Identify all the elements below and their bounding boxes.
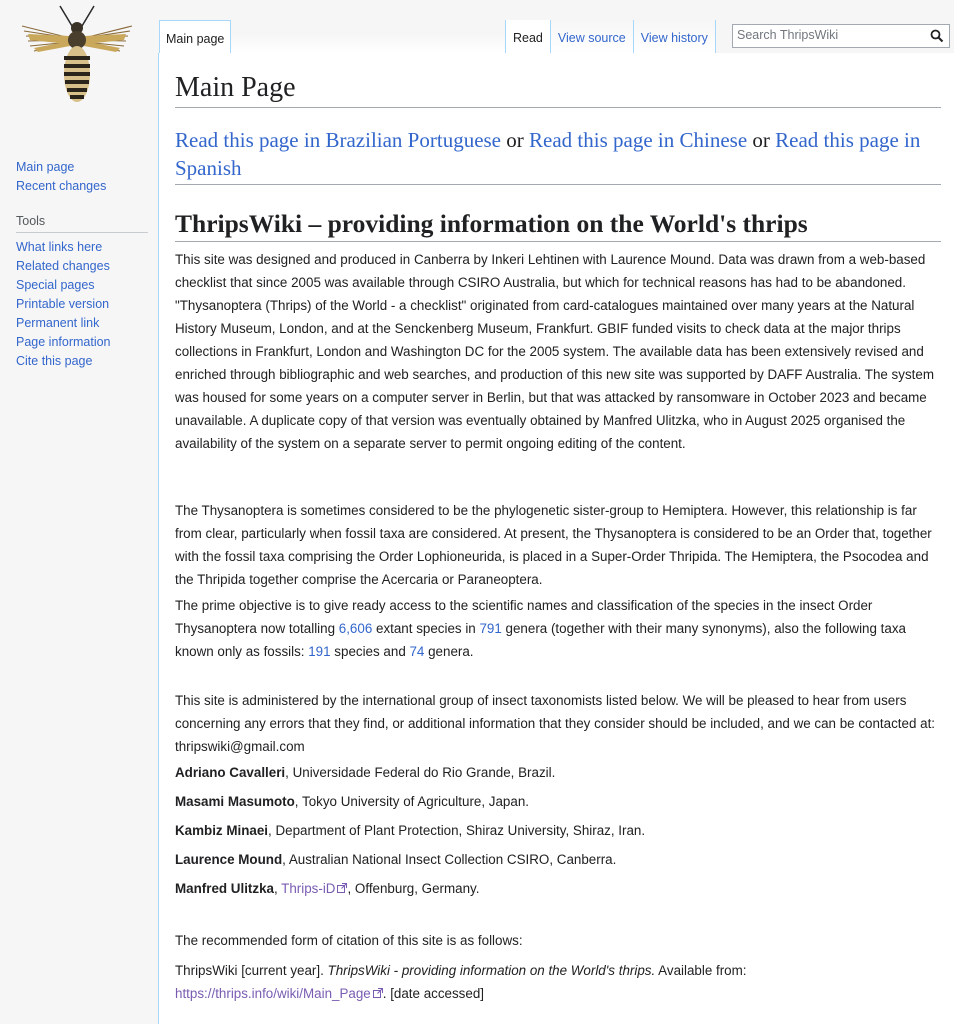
phylogeny-paragraph: The Thysanoptera is sometimes considered to be the phylogenetic sister-group to Hemiptera. However, this relationship is far from clear, particularly when fossil taxa are considered. At present, the Thysanoptera is considered to be an Order that, together with the fossil taxa comprising the Order Lophioneurida, is placed in a Super-Order Thripida. The Hemiptera, the Psocodea and the Thripida together comprise the Acercaria or Paraneoptera. xyxy=(175,503,932,587)
citation-url-line xyxy=(175,982,947,1005)
thrips-id-link-label[interactable]: Thrips-iD xyxy=(281,881,336,896)
sidebar-item-what-links-here[interactable]: What links here xyxy=(16,240,103,254)
member-name: Masami Masumoto xyxy=(175,794,295,809)
link-brazilian-portuguese[interactable]: Read this page in Brazilian Portuguese xyxy=(175,128,502,152)
fossil-genera-link[interactable]: 74 xyxy=(409,644,425,659)
objective-text: The prime objective is to give ready access to the scientific names and classification of the species in the insect Order Thysanoptera now totalling xyxy=(175,598,873,636)
lang-separator: or xyxy=(501,128,530,152)
citation-text xyxy=(175,959,947,982)
citation-prefix: ThripsWiki [current year]. xyxy=(175,963,328,978)
citation-url-link[interactable] xyxy=(175,986,383,1001)
member-separator: , xyxy=(273,881,282,896)
page-title: Main Page xyxy=(175,71,941,108)
citation-title: ThripsWiki - providing information on the World's thrips. xyxy=(327,963,656,978)
objective-text: genera (together with their many synonyms), also the following taxa known only as fossils: xyxy=(175,621,906,659)
thrips-id-link[interactable] xyxy=(281,881,347,896)
member-affiliation: , Tokyo University of Agriculture, Japan. xyxy=(294,794,529,809)
citation-intro: The recommended form of citation of this site is as follows: xyxy=(175,933,523,948)
tab-read[interactable]: Read xyxy=(505,20,550,53)
member-name: Laurence Mound xyxy=(175,852,283,867)
section-heading: ThripsWiki – providing information on the World's thrips xyxy=(175,208,941,242)
external-link-icon xyxy=(373,988,383,998)
citation-available: Available from: xyxy=(655,963,747,978)
tab-bar-spacer xyxy=(231,34,505,53)
fossil-species-link[interactable]: 191 xyxy=(308,644,331,659)
sidebar-item-printable-version[interactable]: Printable version xyxy=(16,297,110,311)
search-icon[interactable] xyxy=(930,29,944,43)
sidebar-item-special-pages[interactable]: Special pages xyxy=(16,278,95,292)
tab-view-source[interactable]: View source xyxy=(550,20,633,53)
member-affiliation: , Australian National Insect Collection CSIRO, Canberra. xyxy=(282,852,617,867)
tools-heading: Tools xyxy=(16,214,46,228)
sidebar xyxy=(16,158,150,371)
sidebar-item-cite-this-page[interactable]: Cite this page xyxy=(16,354,93,368)
member-entry xyxy=(175,819,947,842)
intro-paragraph: This site was designed and produced in Canberra by Inkeri Lehtinen with Laurence Mound. Data was drawn from a web-based checklist that since 2005 was available through CSIRO Australia, but which for technical reasons has had to be abandoned. "Thysanoptera (Thrips) of the World - a checklist" originated from card-catalogues maintained over many years at the Natural History Museum, London, and at the Senckenberg Museum, Frankfurt. GBIF funded visits to check data at the major thrips collections in Frankfurt, London and Washington DC for the 2005 system. The available data has been extensively revised and enriched through bibliographic and web searches, and production of this new site was supported by DAFF Australia. The system was housed for some years on a computer server in Berlin, but that was attacked by ransomware in October 2023 and became unavailable. A duplicate copy of that version was eventually obtained by Manfred Ulitzka, who in August 2025 organised the availability of the system on a separate server to permit ongoing editing of the content. xyxy=(175,252,934,451)
view-tabs xyxy=(505,20,716,53)
search-box xyxy=(732,24,950,48)
member-affiliation: , Offenburg, Germany. xyxy=(347,881,480,896)
member-entry xyxy=(175,877,947,900)
thrips-logo[interactable] xyxy=(20,4,134,104)
species-count-link[interactable]: 6,606 xyxy=(338,621,373,636)
content-area xyxy=(158,53,954,1024)
member-name: Kambiz Minaei xyxy=(175,823,269,838)
citation-url-label[interactable]: https://thrips.info/wiki/Main_Page xyxy=(175,986,371,1001)
member-entry xyxy=(175,761,947,784)
objective-text: species and xyxy=(330,644,410,659)
tab-main-page[interactable]: Main page xyxy=(159,20,231,53)
member-entry xyxy=(175,790,947,813)
member-entry xyxy=(175,848,947,871)
external-link-icon xyxy=(337,883,347,893)
search-input[interactable] xyxy=(737,28,927,42)
link-spanish[interactable]: Read this page in Spanish xyxy=(175,128,921,180)
lang-separator: or xyxy=(747,128,776,152)
member-name: Adriano Cavalleri xyxy=(175,765,286,780)
objective-text: genera. xyxy=(424,644,474,659)
language-links xyxy=(175,126,941,185)
member-affiliation: , Department of Plant Protection, Shiraz University, Shiraz, Iran. xyxy=(268,823,646,838)
citation-suffix: . [date accessed] xyxy=(382,986,484,1001)
admin-paragraph: This site is administered by the international group of insect taxonomists listed below. We will be pleased to hear from users concerning any errors that they find, or additional information that they consider should be included, and we can be contacted at: thripswiki@gmail.com xyxy=(175,693,936,754)
objective-text: extant species in xyxy=(372,621,480,636)
sidebar-item-page-information[interactable]: Page information xyxy=(16,335,111,349)
tab-view-history[interactable]: View history xyxy=(633,20,716,53)
sidebar-item-permanent-link[interactable]: Permanent link xyxy=(16,316,100,330)
link-chinese[interactable]: Read this page in Chinese xyxy=(529,128,748,152)
tools-divider xyxy=(16,232,148,233)
objective-paragraph xyxy=(175,594,947,663)
sidebar-item-recent-changes[interactable]: Recent changes xyxy=(16,179,107,193)
member-name: Manfred Ulitzka xyxy=(175,881,274,896)
sidebar-item-main-page[interactable]: Main page xyxy=(16,160,75,174)
member-affiliation: , Universidade Federal do Rio Grande, Brazil. xyxy=(285,765,556,780)
genera-count-link[interactable]: 791 xyxy=(479,621,502,636)
sidebar-item-related-changes[interactable]: Related changes xyxy=(16,259,110,273)
